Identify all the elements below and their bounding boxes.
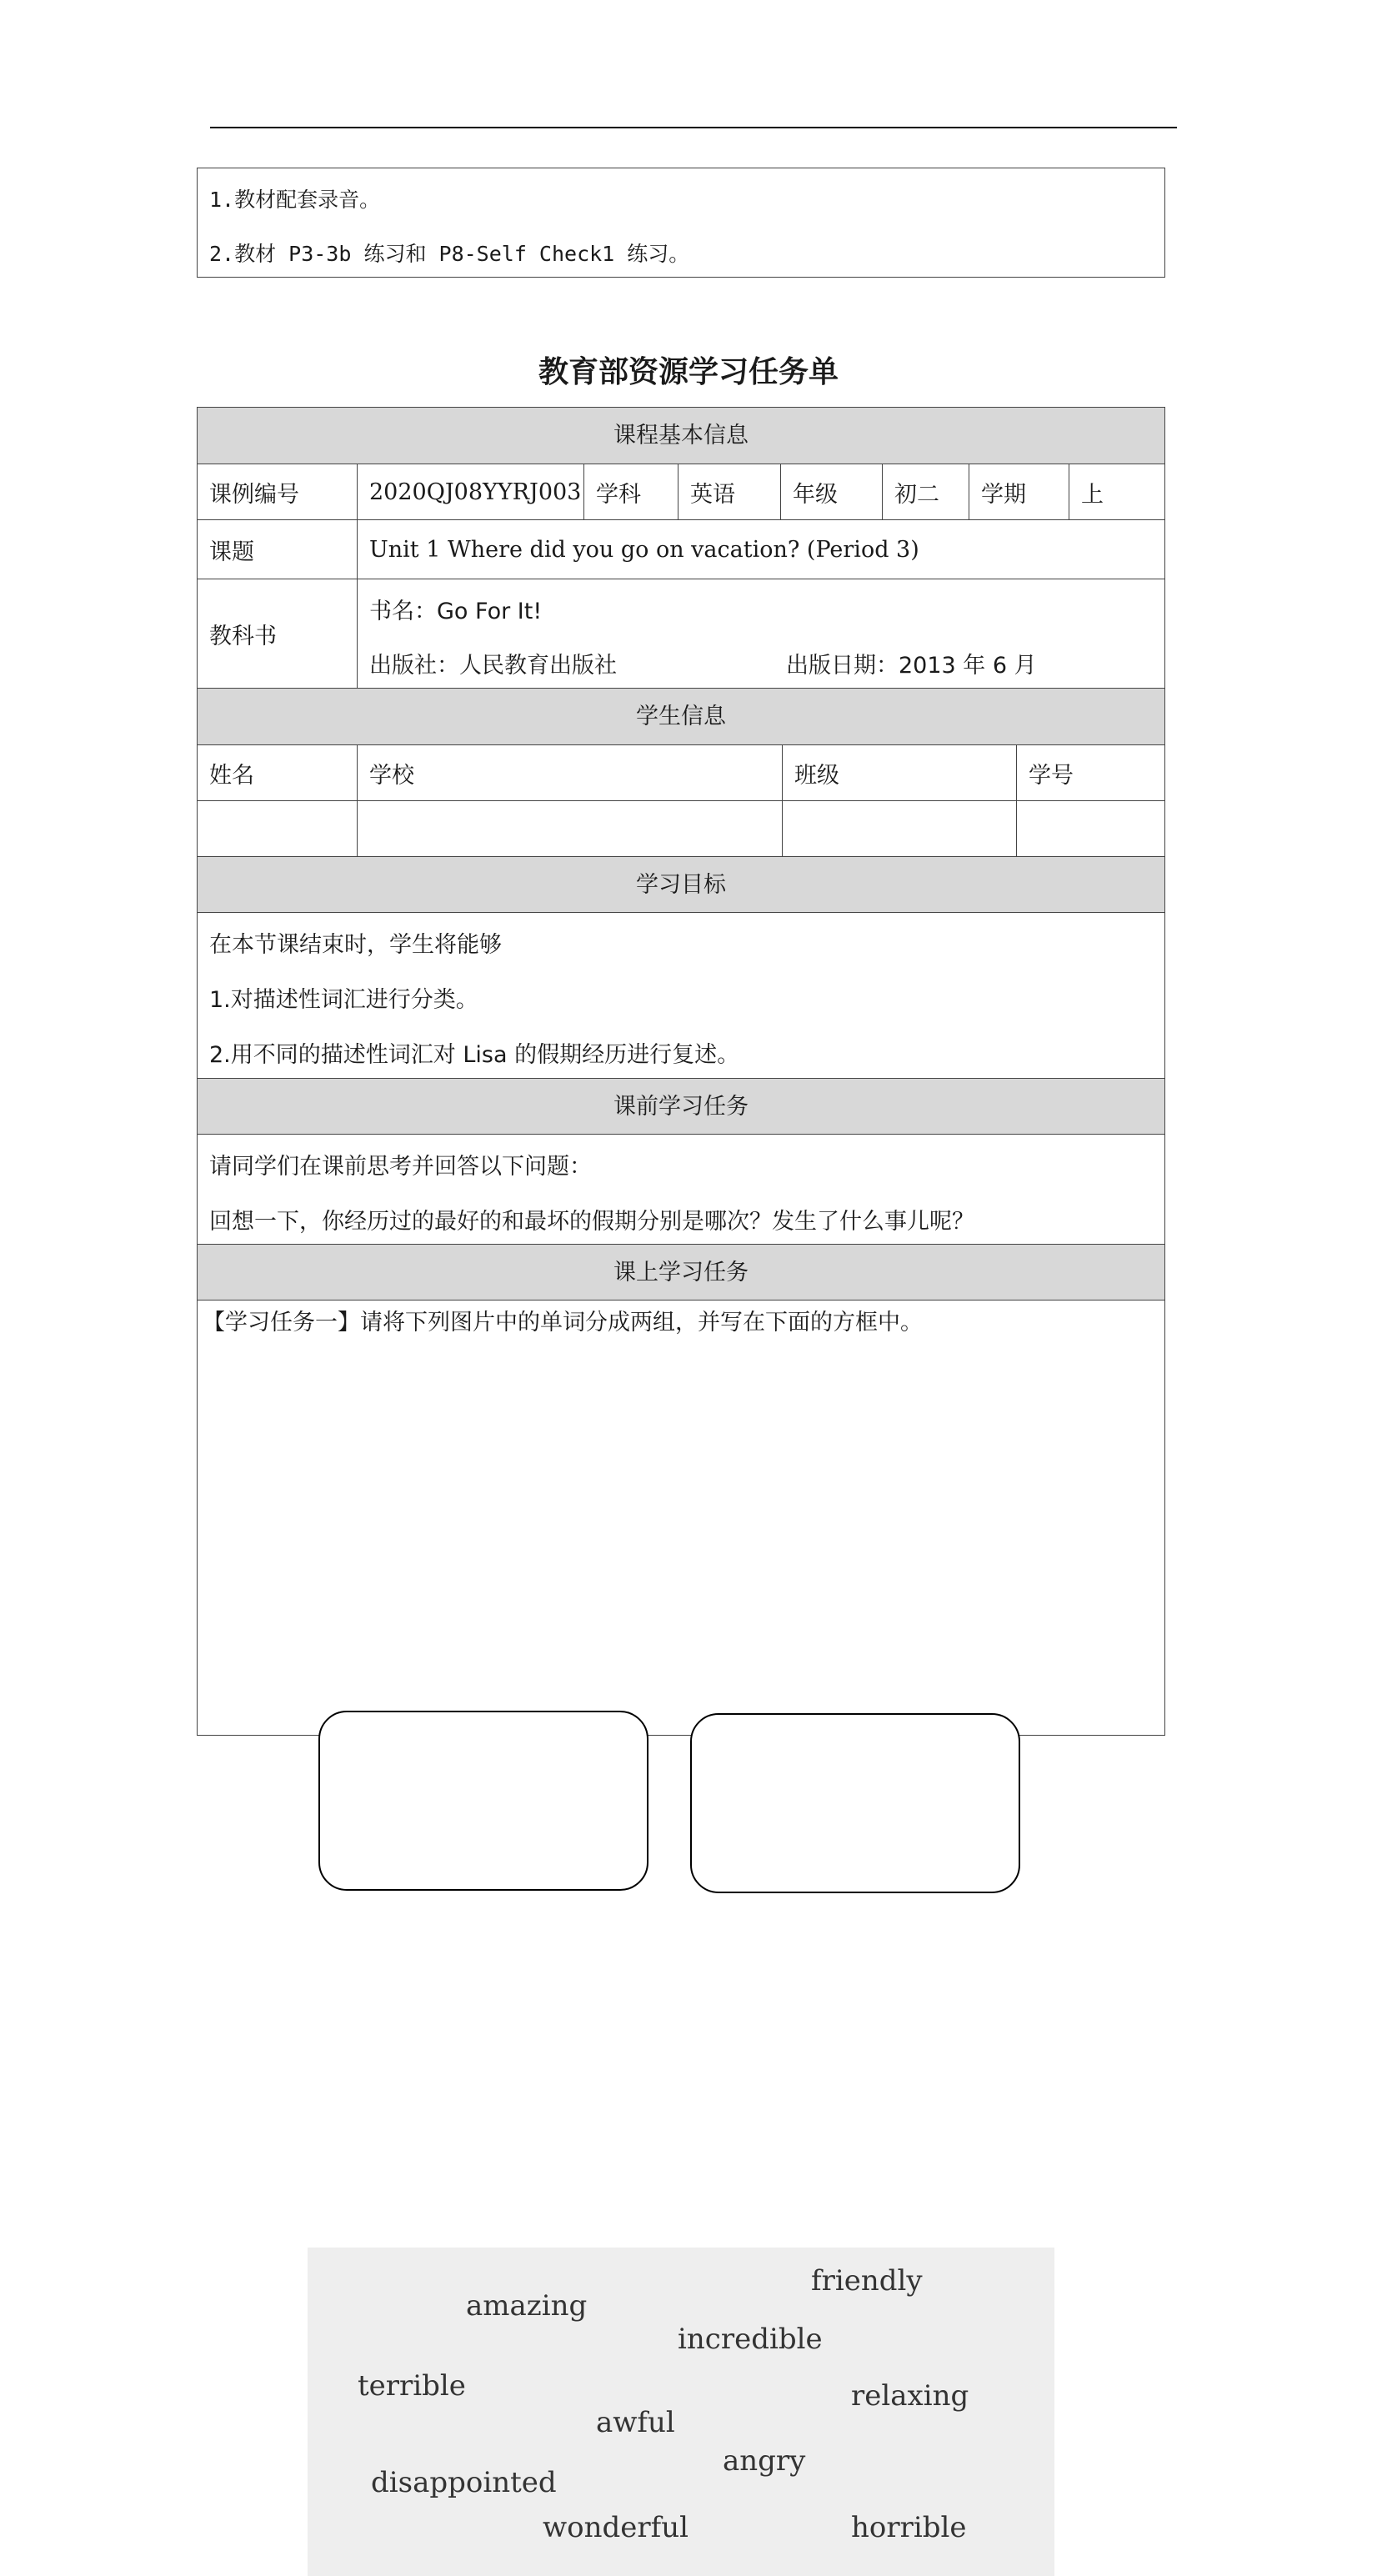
publish-date: 出版日期：2013 年 6 月	[786, 653, 1037, 679]
answer-box-group-1[interactable]	[318, 1711, 648, 1891]
course-id-value: 2020QJ08YYRJ003	[358, 464, 584, 519]
subject-label: 学科	[584, 464, 678, 519]
word-incredible: incredible	[678, 2323, 823, 2356]
word-friendly: friendly	[811, 2264, 923, 2298]
topic-value: Unit 1 Where did you go on vacation? (Period 3)	[369, 536, 919, 563]
school-field[interactable]	[358, 801, 783, 856]
word-image-panel	[308, 2248, 1054, 2576]
pre-task-line-1: 请同学们在课前思考并回答以下问题：	[209, 1154, 592, 1180]
book-name: 书名：Go For It!	[369, 599, 543, 624]
grade-value: 初二	[883, 464, 969, 519]
answer-box-group-2[interactable]	[690, 1713, 1020, 1893]
word-amazing: amazing	[466, 2289, 588, 2323]
student-values-row	[198, 801, 1164, 857]
objective-item-1: 1.对描述性词汇进行分类。	[209, 987, 478, 1013]
objectives-intro: 在本节课结束时，学生将能够	[209, 932, 502, 958]
materials-box	[197, 168, 1165, 278]
student-number-label: 学号	[1029, 762, 1074, 789]
publisher: 出版社：人民教育出版社	[369, 653, 617, 679]
textbook-label: 教科书	[198, 579, 358, 688]
pre-task-body	[198, 1135, 1164, 1245]
word-disappointed: disappointed	[371, 2466, 557, 2499]
objectives-body	[198, 913, 1164, 1079]
objectives-header: 学习目标	[198, 857, 1164, 913]
class-label: 班级	[783, 745, 1017, 800]
term-label: 学期	[969, 464, 1069, 519]
task-one-instruction: 【学习任务一】请将下列图片中的单词分成两组，并写在下面的方框中。	[203, 1310, 923, 1336]
course-id-label: 课例编号	[198, 464, 358, 519]
word-awful: awful	[596, 2406, 675, 2439]
name-field[interactable]	[198, 801, 358, 856]
pre-task-line-2: 回想一下，你经历过的最好的和最坏的假期分别是哪次？发生了什么事儿呢？	[209, 1209, 974, 1235]
term-value: 上	[1081, 481, 1104, 508]
word-horrible: horrible	[851, 2511, 967, 2544]
objective-item-2: 2.用不同的描述性词汇对 Lisa 的假期经历进行复述。	[209, 1042, 740, 1068]
word-angry: angry	[723, 2444, 806, 2478]
word-wonderful: wonderful	[543, 2511, 688, 2544]
header-rule	[210, 127, 1177, 128]
school-label: 学校	[358, 745, 783, 800]
student-labels-row	[198, 745, 1164, 801]
page-title: 教育部资源学习任务单	[538, 355, 839, 389]
course-info-header: 课程基本信息	[198, 408, 1164, 464]
materials-line-1: 1.教材配套录音。	[209, 188, 381, 212]
textbook-details	[358, 579, 1164, 688]
student-info-header: 学生信息	[198, 689, 1164, 745]
class-field[interactable]	[783, 801, 1017, 856]
word-relaxing: relaxing	[851, 2379, 969, 2413]
course-id-row	[198, 464, 1164, 520]
task-sheet-table	[197, 407, 1165, 2544]
pre-task-header: 课前学习任务	[198, 1079, 1164, 1135]
word-terrible: terrible	[358, 2369, 466, 2403]
in-class-header: 课上学习任务	[198, 1245, 1164, 1301]
subject-value: 英语	[678, 464, 781, 519]
topic-label: 课题	[198, 520, 358, 579]
grade-label: 年级	[781, 464, 883, 519]
in-class-body	[198, 1301, 1164, 2544]
student-number-field[interactable]	[1017, 801, 1164, 856]
materials-line-2: 2.教材 P3-3b 练习和 P8-Self Check1 练习。	[209, 242, 690, 266]
name-label: 姓名	[198, 745, 358, 800]
textbook-row	[198, 579, 1164, 689]
topic-row	[198, 520, 1164, 579]
